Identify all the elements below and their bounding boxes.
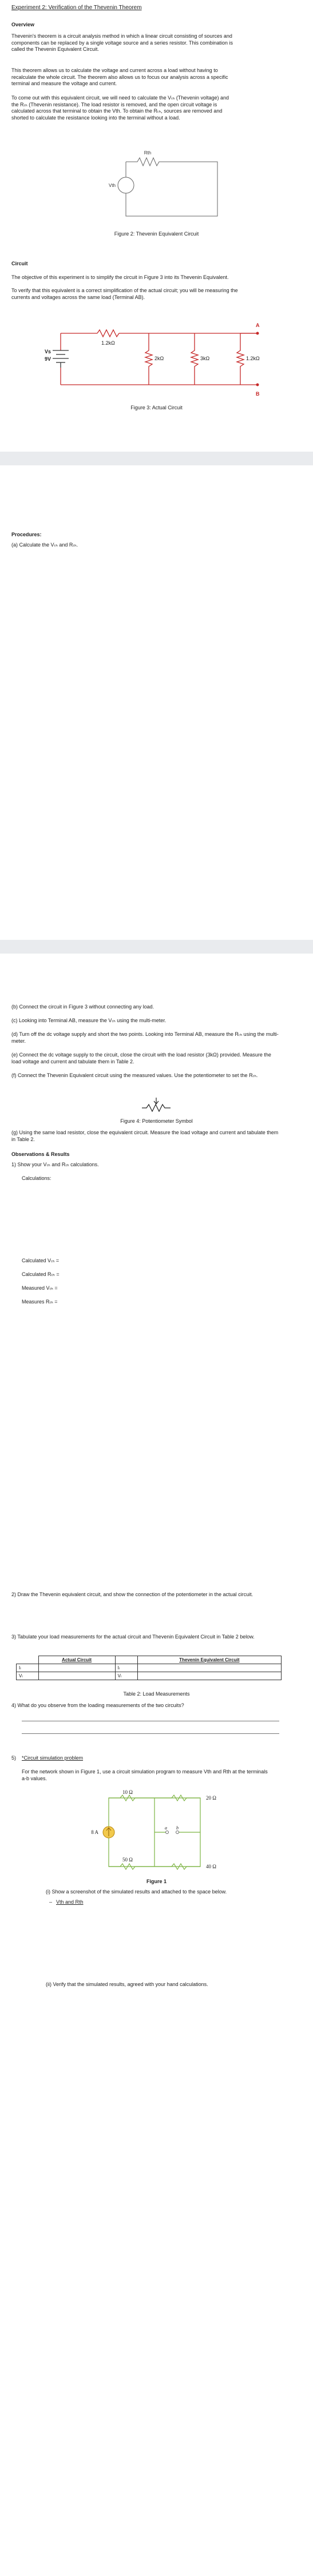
question-4: 4) What do you observe from the loading measurements of the two circuits? xyxy=(11,1702,184,1708)
calculated-vth: Calculated Vₜₕ = xyxy=(22,1258,60,1263)
cell-actual-vl[interactable] xyxy=(38,1672,115,1680)
col-actual-circuit: Actual Circuit xyxy=(38,1656,115,1664)
sub-question-i-item: Vth and Rth xyxy=(56,1899,84,1905)
overview-paragraph-3: To come out with this equivalent circuit, we will need to calculate the Vₜₕ (Thevenin voltage) and the Rₜₕ (Thevenin resistance). The load resistor is removed, and the open circuit voltage is calculated across that terminal to obtain the Vth. To obtain the Rₜₕ, sources are removed and shorted to calculate the resistance looking into the terminal without a load. xyxy=(11,95,229,121)
step-e: (e) Connect the dc voltage supply to the circuit, close the circuit with the load resistor (3kΩ) provided. Measure the load voltage and current and tabulate them in Table 2. xyxy=(11,1052,271,1064)
circuit-paragraph-2: To verify that this equivalent is a correct simplification of the actual circuit; you will be measuring the currents and voltages across the same load (Terminal AB). xyxy=(11,288,238,300)
load-measurements-table xyxy=(16,1656,282,1680)
question-1: 1) Show your Vₜₕ and Rₜₕ calculations. xyxy=(11,1162,99,1167)
overview-paragraph-1: Thevenin's theorem is a circuit analysis method in which a linear circuit consisting of sources and components can be replaced by a single voltage source and a series resistor. This combination is called the Thevenin Equivalent Circuit. xyxy=(11,33,233,52)
circuit-paragraph-1: The objective of this experiment is to simplify the circuit in Figure 3 into its Thevenin Equivalent. xyxy=(11,274,229,280)
table-row xyxy=(17,1672,282,1680)
cell-thevenin-vl[interactable] xyxy=(137,1672,281,1680)
simulation-circuit-diagram xyxy=(63,1789,235,1875)
step-d: (d) Turn off the dc voltage supply and short the two points. Looking into Terminal AB, measure the Rₜₕ using the multi-meter. xyxy=(11,1031,279,1044)
row-label-vl: Vₗ xyxy=(17,1672,39,1680)
row-label-vl-2: Vₗ xyxy=(115,1672,137,1680)
terminal-a: A xyxy=(256,322,260,328)
measured-vth: Measured Vₜₕ = xyxy=(22,1285,58,1291)
sub-question-i-bullet: – xyxy=(49,1899,53,1905)
vs-value: 9V xyxy=(45,356,51,362)
page-gap xyxy=(0,452,313,465)
sub-question-ii: (ii) Verify that the simulated results, agreed with your hand calculations. xyxy=(46,1981,208,1987)
observations-heading: Observations & Results xyxy=(11,1151,70,1157)
question-5-text: For the network shown in Figure 1, use a circuit simulation program to measure Vth and Rth at the terminals a-b values. xyxy=(22,1769,268,1781)
col-thevenin-circuit: Thevenin Equivalent Circuit xyxy=(137,1656,281,1664)
answer-line xyxy=(22,1733,279,1734)
table-2-caption: Table 2: Load Measurements xyxy=(123,1691,190,1697)
actual-circuit-diagram xyxy=(11,319,286,402)
step-c: (c) Looking into Terminal AB, measure the Vₜₕ using the multi-meter. xyxy=(11,1018,167,1023)
vs-label: Vs xyxy=(45,349,51,354)
row-label-il-2: Iₗ xyxy=(115,1664,137,1672)
terminal-a-label: a xyxy=(165,1825,167,1831)
terminal-b: B xyxy=(256,391,260,397)
figure-1-caption: Figure 1 xyxy=(146,1879,167,1884)
potentiometer-symbol xyxy=(140,1095,174,1115)
step-a: (a) Calculate the Vₜₕ and Rₜₕ. xyxy=(11,542,78,548)
cell-thevenin-il[interactable] xyxy=(137,1664,281,1672)
vth-label: Vth xyxy=(108,183,116,188)
r-40-label: 40 Ω xyxy=(206,1864,216,1869)
document-title: Experiment 2: Verification of the Thevenin Theorem xyxy=(11,5,142,11)
question-2: 2) Draw the Thevenin equivalent circuit, and show the connection of the potentiometer in the actual circuit. xyxy=(11,1592,253,1597)
figure-3-caption: Figure 3: Actual Circuit xyxy=(130,405,183,410)
terminal-b-label: b xyxy=(176,1825,179,1831)
r1-label: 1.2kΩ xyxy=(101,340,115,346)
page-3 xyxy=(0,954,313,1537)
step-g: (g) Using the same load resistor, close the equivalent circuit. Measure the load voltage and current and tabulate them in Table 2. xyxy=(11,1130,279,1142)
r-10-label: 10 Ω xyxy=(122,1789,133,1795)
r4-label: 1.2kΩ xyxy=(246,356,260,361)
overview-heading: Overview xyxy=(11,22,35,27)
step-b: (b) Connect the circuit in Figure 3 without connecting any load. xyxy=(11,1004,154,1010)
page-1 xyxy=(0,0,313,452)
cell-actual-il[interactable] xyxy=(38,1664,115,1672)
thevenin-equivalent-diagram xyxy=(103,147,235,228)
page-4 xyxy=(0,1537,313,2576)
calculated-rth: Calculated Rₜₕ = xyxy=(22,1271,60,1277)
circuit-heading: Circuit xyxy=(11,261,28,266)
r-20-label: 20 Ω xyxy=(206,1795,216,1801)
sub-question-i: (i) Show a screenshot of the simulated results and attached to the space below. xyxy=(46,1889,227,1895)
table-row xyxy=(17,1664,282,1672)
procedures-heading: Procedures: xyxy=(11,532,42,537)
current-source-label: 8 A xyxy=(91,1829,98,1835)
r2-label: 2kΩ xyxy=(154,356,164,361)
table-header-row xyxy=(17,1656,282,1664)
page-2 xyxy=(0,465,313,940)
overview-paragraph-2: This theorem allows us to calculate the voltage and current across a load without having to recalculate the whole circuit. The theorem also allows us to focus our analysis across a specific terminal and measure the voltage and current. xyxy=(11,67,228,86)
question-5-title: *Circuit simulation problem xyxy=(22,1755,84,1761)
question-5-number: 5) xyxy=(11,1755,17,1761)
question-3: 3) Tabulate your load measurements for the actual circuit and Thevenin Equivalent Circuit in Table 2 below. xyxy=(11,1634,255,1640)
figure-2-caption: Figure 2: Thevenin Equivalent Circuit xyxy=(114,231,199,237)
r-50-label: 50 Ω xyxy=(122,1857,133,1863)
step-f: (f) Connect the Thevenin Equivalent circuit using the measured values. Use the potentiometer to set the Rₜₕ. xyxy=(11,1072,258,1078)
page-gap xyxy=(0,940,313,954)
calculations-label: Calculations: xyxy=(22,1175,51,1181)
figure-4-caption: Figure 4: Potentiometer Symbol xyxy=(120,1118,193,1124)
row-label-il: Iₗ xyxy=(17,1664,39,1672)
r3-label: 3kΩ xyxy=(200,356,210,361)
measured-rth: Measures Rₜₕ = xyxy=(22,1299,58,1305)
rth-label: Rth xyxy=(144,150,152,155)
